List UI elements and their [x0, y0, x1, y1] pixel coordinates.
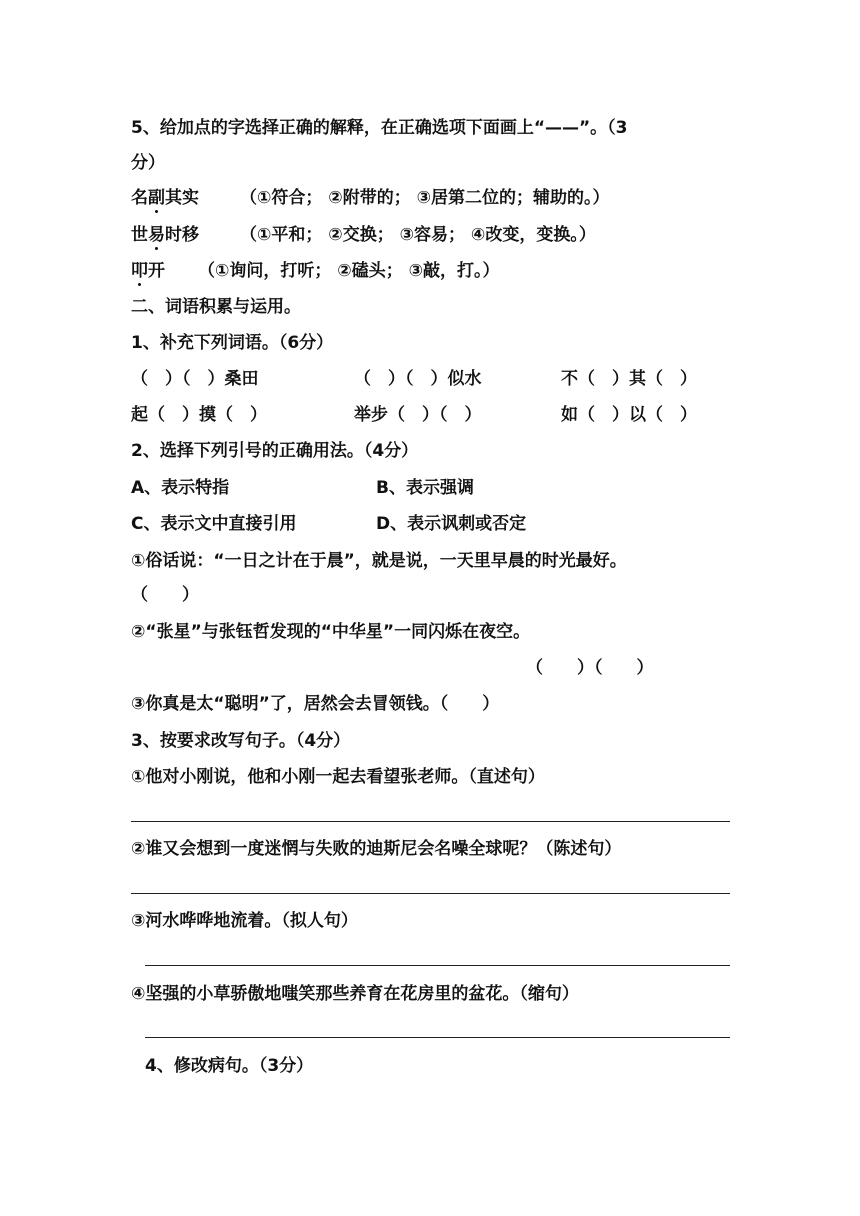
q2-sentence-1: ①俗话说：“一日之计在于晨”，就是说，一天里早晨的时光最好。 — [131, 551, 627, 571]
word-part: 名 — [131, 188, 148, 208]
idiom-blank-1: （ ）（ ）桑田 — [131, 369, 259, 389]
q5-title-cont: 分） — [131, 153, 165, 173]
q5-options-1: （①符合； ②附带的； ③居第二位的；辅助的。） — [240, 188, 610, 208]
q5-options-3: （①询问，打听； ②磕头； ③敲，打。） — [198, 261, 500, 281]
answer-line — [131, 893, 730, 894]
option-b: B、表示强调 — [376, 478, 474, 498]
q2-sentence-2: ②“张星”与张钰哲发现的“中华星”一同闪烁在夜空。 — [131, 622, 531, 642]
q5-word-2 — [131, 224, 199, 246]
q1-title: 1、补充下列词语。（6分） — [131, 333, 334, 353]
answer-line — [145, 965, 730, 966]
q3-title: 3、按要求改写句子。（4分） — [131, 731, 351, 751]
q3-sentence-1: ①他对小刚说，他和小刚一起去看望张老师。（直述句） — [131, 767, 545, 787]
q5-word-3 — [131, 260, 165, 282]
q2-blank-2: （ ）（ ） — [526, 658, 654, 678]
dotted-char: 副 — [148, 188, 165, 208]
q3-sentence-4: ④坚强的小草骄傲地嗤笑那些养育在花房里的盆花。（缩句） — [131, 984, 579, 1004]
q2-title: 2、选择下列引号的正确用法。（4分） — [131, 441, 419, 461]
q3-sentence-3: ③河水哗哗地流着。（拟人句） — [131, 911, 358, 931]
answer-line — [145, 1037, 730, 1038]
idiom-blank-3: 不（ ）其（ ） — [561, 369, 697, 389]
q3-sentence-2: ②谁又会想到一度迷惘与失败的迪斯尼会名噪全球呢？（陈述句） — [131, 839, 622, 859]
word-part: 世 — [131, 225, 148, 245]
word-part: 其实 — [165, 188, 199, 208]
q2-sentence-3: ③你真是太“聪明”了，居然会去冒领钱。（ ） — [131, 694, 500, 714]
word-part: 时移 — [165, 225, 199, 245]
option-a: A、表示特指 — [131, 478, 230, 498]
option-d: D、表示讽刺或否定 — [376, 514, 527, 534]
idiom-blank-2: （ ）（ ）似水 — [354, 369, 482, 389]
section-2-title: 二、词语积累与运用。 — [131, 297, 301, 317]
answer-line — [131, 821, 730, 822]
q5-title: 5、给加点的字选择正确的解释，在正确选项下面画上“——”。（3 — [131, 118, 628, 138]
word-part: 开 — [148, 261, 165, 281]
idiom-blank-6: 如（ ）以（ ） — [561, 405, 697, 425]
q4-title: 4、修改病句。（3分） — [145, 1056, 314, 1076]
idiom-blank-5: 举步（ ）（ ） — [354, 405, 482, 425]
q5-word-1 — [131, 187, 199, 209]
dotted-char: 叩 — [131, 261, 148, 281]
q2-blank-1: （ ） — [131, 585, 199, 605]
idiom-blank-4: 起（ ）摸（ ） — [131, 405, 267, 425]
q5-options-2: （①平和； ②交换； ③容易； ④改变，变换。） — [240, 225, 596, 245]
option-c: C、表示文中直接引用 — [131, 514, 297, 534]
dotted-char: 易 — [148, 225, 165, 245]
